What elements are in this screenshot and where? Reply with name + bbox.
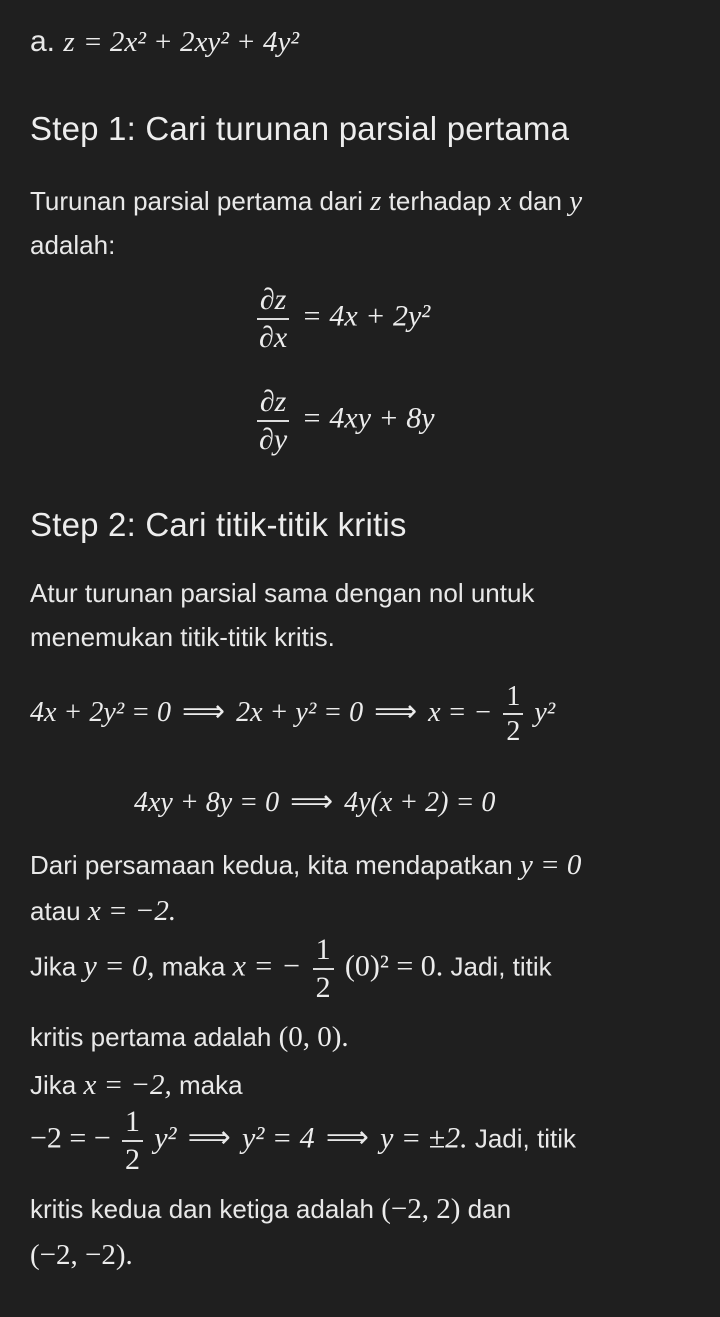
equation-1: 4x + 2y² = 0 ⟹ 2x + y² = 0 ⟹ x = − $\frac{1}{2}$ y²: [30, 681, 556, 748]
problem-rhs: = 2x² + 2xy² + 4y²: [83, 26, 300, 58]
fraction: $\frac{1}{2}$: [503, 682, 523, 747]
case-x-minus-two-line3: (−2, −2).: [30, 1239, 133, 1271]
case-y-zero-line2: kritis pertama adalah (0, 0).: [30, 1021, 349, 1053]
paragraph-line2: atau x = −2.: [30, 895, 177, 927]
problem-label: a.: [30, 25, 56, 58]
case-x-minus-two-line2: kritis kedua dan ketiga adalah (−2, 2) dan: [30, 1193, 512, 1225]
problem-statement: [30, 22, 299, 62]
partial-dz-dy: $\frac{\partial z}{\partial y}$ = 4xy + 8y: [252, 386, 435, 455]
case-x-minus-two-equation: −2 = − $\frac{1}{2}$ y² ⟹ y² = 4 ⟹ y = ±2. Jadi, titik: [30, 1105, 576, 1176]
problem-lhs: z: [63, 26, 75, 58]
partial-dz-dx: $\frac{\partial z}{\partial x}$ = 4x + 2y²: [252, 284, 430, 353]
fraction: $\frac{1}{2}$: [313, 934, 334, 1003]
fraction: $\frac{\partial z}{\partial y}$: [256, 386, 290, 455]
step1-intro: Turunan parsial pertama dari z terhadap x dan y: [30, 185, 583, 217]
step1-title: Step 1: Cari turunan parsial pertama: [30, 110, 570, 147]
step2-intro: Atur turunan parsial sama dengan nol untuk: [30, 578, 535, 608]
step2-title: Step 2: Cari titik-titik kritis: [30, 506, 407, 543]
step2-intro-line2: menemukan titik-titik kritis.: [30, 622, 335, 652]
case-y-zero: Jika y = 0, maka x = − $\frac{1}{2}$ (0)² = 0. Jadi, titik: [30, 933, 552, 1004]
case-x-minus-two: Jika x = −2, maka: [30, 1069, 243, 1101]
fraction: $\frac{\partial z}{\partial x}$: [256, 284, 290, 353]
step1-intro-line2: adalah:: [30, 230, 116, 260]
fraction: $\frac{1}{2}$: [122, 1106, 143, 1175]
paragraph-from-second-equation: Dari persamaan kedua, kita mendapatkan y = 0: [30, 849, 582, 881]
equation-2: 4xy + 8y = 0 ⟹ 4y(x + 2) = 0: [134, 784, 496, 819]
